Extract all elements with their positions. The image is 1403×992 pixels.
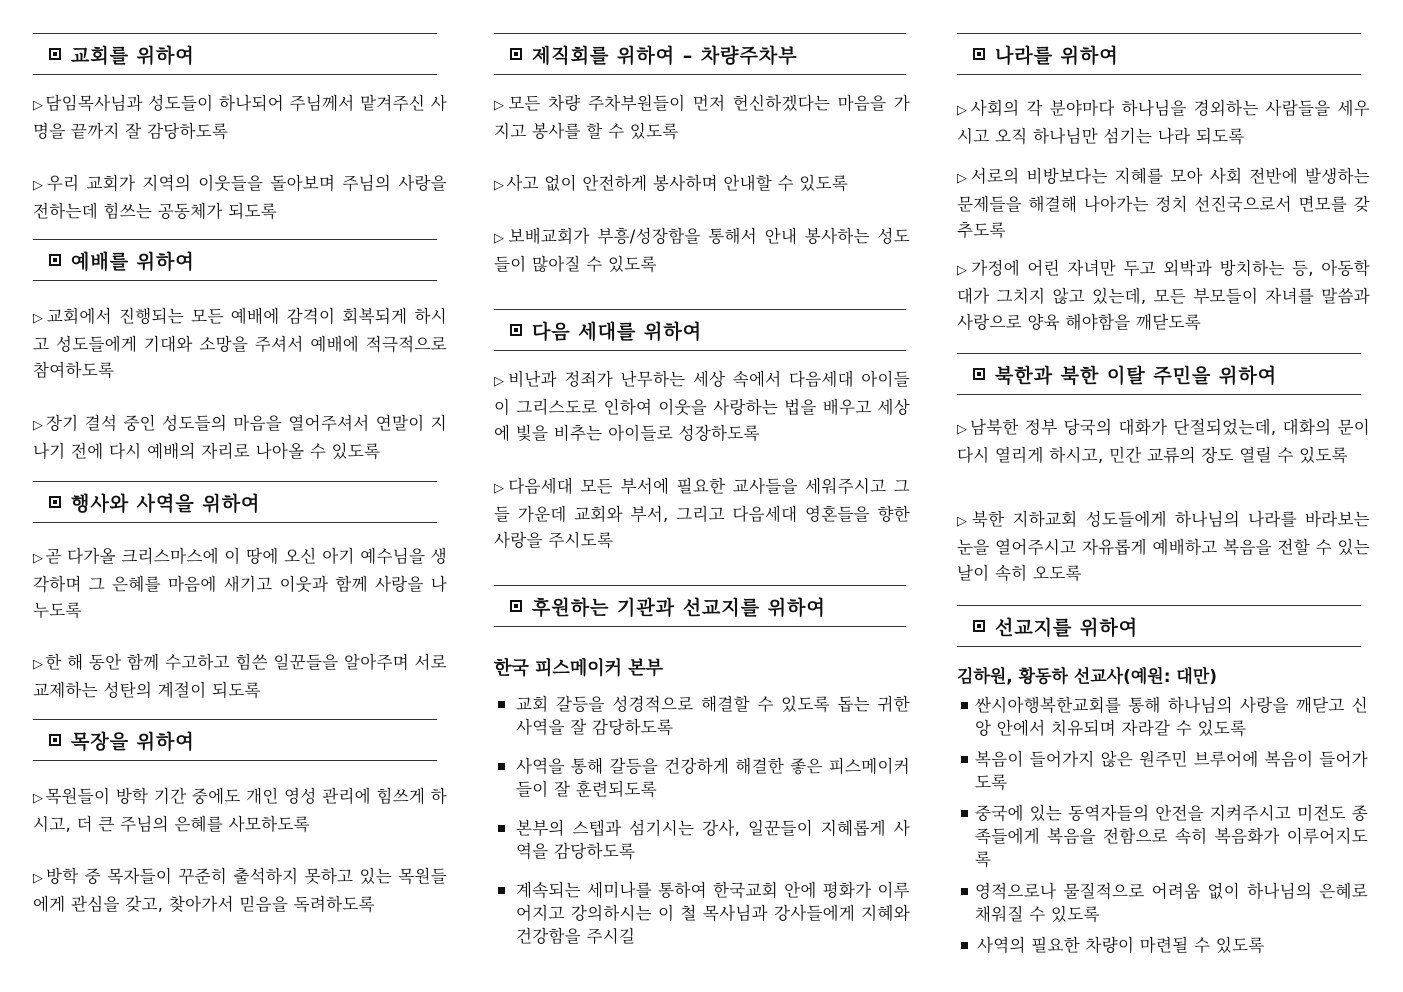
triangle-bullet-icon: ▷ <box>494 374 507 389</box>
section-title: 제직회를 위하여 – 차량주차부 <box>532 44 798 67</box>
square-bullet-icon <box>973 48 985 60</box>
prayer-item <box>494 171 910 199</box>
section-title: 교회를 위하여 <box>71 44 195 67</box>
prayer-item <box>33 171 447 225</box>
triangle-bullet-icon: ▷ <box>957 263 970 278</box>
prayer-bullet <box>955 880 1368 926</box>
section-title: 다음 세대를 위하여 <box>532 320 703 343</box>
square-bullet-icon <box>49 496 61 508</box>
prayer-item <box>494 367 910 447</box>
prayer-text: 가정에 어린 자녀만 두고 외박과 방치하는 등, 아동학대가 그치지 않고 있는데, 모든 부모들이 자녀를 말씀과 사랑으로 양육 해야함을 깨닫도록 <box>957 259 1370 332</box>
prayer-text: 장기 결석 중인 성도들의 마음을 열어주셔서 연말이 지나기 전에 다시 예배의 자리로 나아올 수 있도록 <box>33 414 447 461</box>
prayer-item <box>33 864 447 918</box>
prayer-text: 다음세대 모든 부서에 필요한 교사들을 세워주시고 그들 가운데 교회와 부서, 그리고 다음세대 영혼들을 향한 사랑을 주시도록 <box>494 477 910 550</box>
section-title: 나라를 위하여 <box>995 44 1119 67</box>
prayer-bullet <box>955 802 1368 871</box>
section-title: 선교지를 위하여 <box>995 616 1139 639</box>
prayer-item <box>957 96 1370 150</box>
prayer-text: 교회 갈등을 성경적으로 해결할 수 있도록 돕는 귀한 사역을 잘 감당하도록 <box>516 695 910 737</box>
section-title: 북한과 북한 이탈 주민을 위하여 <box>995 364 1278 387</box>
prayer-text: 싼시아행복한교회를 통해 하나님의 사랑을 깨닫고 신앙 안에서 치유되며 자라갈 수 있도록 <box>975 696 1368 738</box>
prayer-item <box>957 164 1370 244</box>
prayer-item <box>494 224 910 278</box>
prayer-text: 사회의 각 분야마다 하나님을 경외하는 사람들을 세우시고 오직 하나님만 섬기는 나라 되도록 <box>957 99 1370 146</box>
prayer-item <box>957 507 1370 587</box>
triangle-bullet-icon: ▷ <box>33 178 45 193</box>
prayer-bullet <box>955 748 1368 794</box>
triangle-bullet-icon: ▷ <box>494 231 507 246</box>
prayer-item <box>33 544 447 624</box>
section-header-mission-field <box>957 605 1361 647</box>
prayer-text: 복음이 들어가지 않은 원주민 브루어에 복음이 들어가도록 <box>975 750 1368 792</box>
prayer-text: 모든 차량 주차부원들이 먼저 헌신하겠다는 마음을 가지고 봉사를 할 수 있도록 <box>494 94 910 141</box>
section-header-supported-missions <box>494 585 906 627</box>
prayer-item <box>33 91 447 145</box>
section-header-church <box>33 33 437 75</box>
triangle-bullet-icon: ▷ <box>33 551 44 566</box>
square-bullet-icon <box>973 620 985 632</box>
square-bullet-icon <box>510 48 522 60</box>
triangle-bullet-icon: ▷ <box>33 418 44 433</box>
prayer-item <box>957 256 1370 336</box>
prayer-text: 계속되는 세미나를 통하여 한국교회 안에 평화가 이루어지고 강의하시는 이 철 목사님과 강사들에게 지혜와 건강함을 주시길 <box>516 881 910 946</box>
section-header-deacons <box>494 33 906 75</box>
section-header-cell-group <box>33 719 437 761</box>
square-bullet-icon <box>498 701 505 708</box>
prayer-text: 영적으로나 물질적으로 어려움 없이 하나님의 은혜로 채워질 수 있도록 <box>975 882 1368 924</box>
section-title: 예배를 위하여 <box>71 250 195 273</box>
section-header-north-korea <box>957 353 1361 395</box>
prayer-text: 비난과 정죄가 난무하는 세상 속에서 다음세대 아이들이 그리스도로 인하여 이웃을 사랑하는 법을 배우고 세상에 빛을 비추는 아이들로 성장하도록 <box>494 370 910 443</box>
triangle-bullet-icon: ▷ <box>33 311 45 326</box>
prayer-text: 담임목사님과 성도들이 하나되어 주님께서 맡겨주신 사명을 끝까지 잘 감당하도록 <box>33 94 447 141</box>
square-bullet-icon <box>961 810 968 817</box>
triangle-bullet-icon: ▷ <box>957 171 969 186</box>
section-header-worship <box>33 239 437 281</box>
square-bullet-icon <box>49 254 61 266</box>
prayer-text: 사고 없이 안전하게 봉사하며 안내할 수 있도록 <box>506 174 849 193</box>
section-title: 목장을 위하여 <box>71 730 195 753</box>
triangle-bullet-icon: ▷ <box>494 98 507 113</box>
square-bullet-icon <box>510 324 522 336</box>
missionary-name: 김하원, 황동하 선교사(예원: 대만) <box>957 667 1218 687</box>
square-bullet-icon <box>498 825 505 832</box>
prayer-text: 방학 중 목자들이 꾸준히 출석하지 못하고 있는 목원들에게 관심을 갖고, 찾아가서 믿음을 독려하도록 <box>33 867 447 914</box>
square-bullet-icon <box>961 942 968 949</box>
prayer-text: 사역을 통해 갈등을 건강하게 해결한 좋은 피스메이커들이 잘 훈련되도록 <box>516 757 910 799</box>
prayer-text: 중국에 있는 동역자들의 안전을 지켜주시고 미전도 종족들에게 복음을 전함으로 속히 복음화가 이루어지도록 <box>975 804 1368 869</box>
triangle-bullet-icon: ▷ <box>33 791 44 806</box>
prayer-text: 본부의 스텝과 섬기시는 강사, 일꾼들이 지혜롭게 사역을 감당하도록 <box>516 819 910 861</box>
square-bullet-icon <box>961 888 968 895</box>
prayer-bullet <box>955 694 1368 740</box>
prayer-text: 북한 지하교회 성도들에게 하나님의 나라를 바라보는 눈을 열어주시고 자유롭게 예배하고 복음을 전할 수 있는 날이 속히 오도록 <box>957 510 1370 583</box>
prayer-text: 한 해 동안 함께 수고하고 힘쓴 일꾼들을 알아주며 서로 교제하는 성탄의 계절이 되도록 <box>33 653 447 700</box>
square-bullet-icon <box>498 763 505 770</box>
prayer-bullet <box>494 879 910 948</box>
triangle-bullet-icon: ▷ <box>494 178 505 193</box>
square-bullet-icon <box>49 48 61 60</box>
section-title: 행사와 사역을 위하여 <box>71 492 261 515</box>
square-bullet-icon <box>973 368 985 380</box>
prayer-text: 우리 교회가 지역의 이웃들을 돌아보며 주님의 사랑을 전하는데 힘쓰는 공동체가 되도록 <box>33 174 447 221</box>
square-bullet-icon <box>961 756 968 763</box>
section-header-events <box>33 481 437 523</box>
prayer-bullet <box>955 934 1370 957</box>
prayer-item <box>33 650 447 704</box>
prayer-bullet <box>494 817 910 863</box>
prayer-item <box>33 784 447 838</box>
triangle-bullet-icon: ▷ <box>957 103 969 118</box>
triangle-bullet-icon: ▷ <box>957 422 968 437</box>
prayer-item <box>957 415 1370 469</box>
triangle-bullet-icon: ▷ <box>33 657 44 672</box>
prayer-text: 목원들이 방학 기간 중에도 개인 영성 관리에 힘쓰게 하시고, 더 큰 주님의 은혜를 사모하도록 <box>33 787 447 834</box>
square-bullet-icon <box>961 702 968 709</box>
triangle-bullet-icon: ▷ <box>957 514 970 529</box>
prayer-item <box>494 474 910 554</box>
prayer-item <box>33 411 447 465</box>
prayer-text: 서로의 비방보다는 지혜를 모아 사회 전반에 발생하는 문제들을 해결해 나아가는 정치 선진국으로서 면모를 갖추도록 <box>957 167 1370 240</box>
square-bullet-icon <box>498 887 505 894</box>
section-header-nation <box>957 33 1361 75</box>
prayer-bullet <box>494 693 910 739</box>
triangle-bullet-icon: ▷ <box>33 871 44 886</box>
prayer-item <box>494 91 910 145</box>
square-bullet-icon <box>510 600 522 612</box>
square-bullet-icon <box>49 734 61 746</box>
triangle-bullet-icon: ▷ <box>33 98 44 113</box>
organization-name: 한국 피스메이커 본부 <box>494 658 664 679</box>
prayer-text: 남북한 정부 당국의 대화가 단절되었는데, 대화의 문이 다시 열리게 하시고, 민간 교류의 장도 열릴 수 있도록 <box>957 418 1370 465</box>
prayer-item <box>33 304 447 384</box>
section-title: 후원하는 기관과 선교지를 위하여 <box>532 596 826 619</box>
prayer-text: 사역의 필요한 차량이 마련될 수 있도록 <box>977 936 1265 955</box>
triangle-bullet-icon: ▷ <box>494 481 507 496</box>
prayer-text: 교회에서 진행되는 모든 예배에 감격이 회복되게 하시고 성도들에게 기대와 소망을 주셔서 예배에 적극적으로 참여하도록 <box>33 307 447 380</box>
prayer-text: 곧 다가올 크리스마스에 이 땅에 오신 아기 예수님을 생각하며 그 은혜를 마음에 새기고 이웃과 함께 사랑을 나누도록 <box>33 547 447 620</box>
prayer-bullet <box>494 755 910 801</box>
prayer-text: 보배교회가 부흥/성장함을 통해서 안내 봉사하는 성도들이 많아질 수 있도록 <box>494 227 910 274</box>
section-header-next-generation <box>494 309 906 351</box>
